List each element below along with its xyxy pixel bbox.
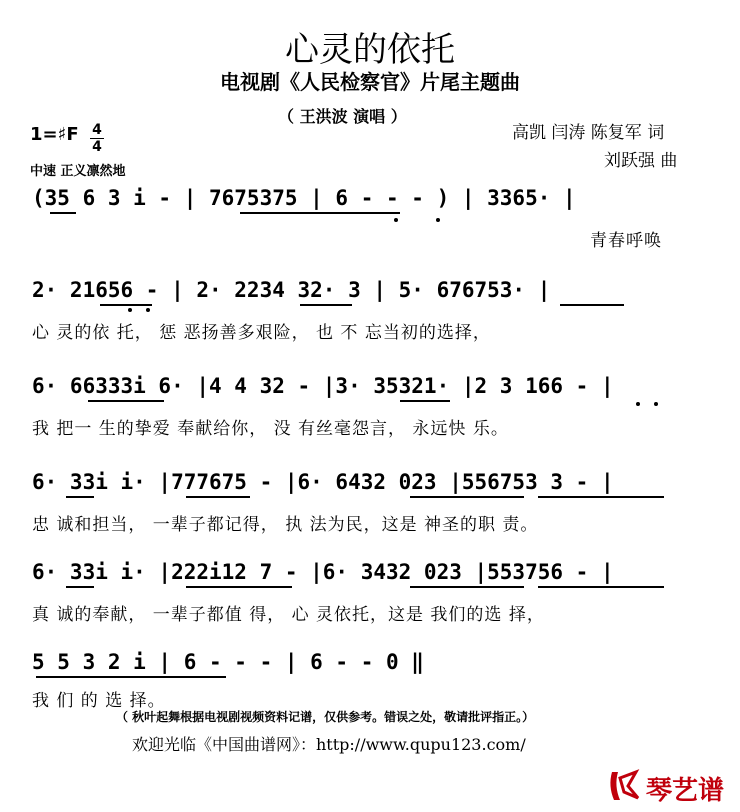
octave-dot	[394, 218, 398, 222]
lyrics-line-3: 我 把一 生的挚爱 奉献给你， 没 有丝毫怨言， 永远快 乐。	[32, 419, 509, 439]
beam-mark	[410, 496, 524, 498]
song-title: 心灵的依托	[285, 30, 455, 70]
beam-mark	[186, 586, 292, 588]
lyrics-line-1: 青春呼唤	[590, 231, 662, 251]
lyrics-line-5: 真 诚的奉献， 一辈子都值 得， 心 灵依托，这是 我们的选 择，	[32, 605, 545, 625]
lyrics-line-4: 忠 诚和担当， 一辈子都记得， 执 法为民，这是 神圣的职 责。	[32, 515, 539, 535]
notation-line-4: 6· 33i i· |777675 - |6· 6432 023 |556753 3 - |	[32, 470, 614, 494]
beam-mark	[66, 586, 94, 588]
beam-mark	[50, 212, 76, 214]
beam-mark	[88, 400, 164, 402]
octave-dot	[654, 402, 658, 406]
welcome-link-text[interactable]: 欢迎光临《中国曲谱网》：http://www.qupu123.com/	[132, 735, 526, 754]
qin-logo-icon	[606, 768, 642, 804]
transcription-note: （ 秋叶起舞根据电视剧视频资料记谱，仅供参考。错误之处，敬请批评指正。）	[116, 710, 535, 724]
notation-line-2: 2· 21656 - | 2· 2234 32· 3 | 5· 676753· |	[32, 278, 551, 302]
beam-mark	[410, 586, 524, 588]
composer-credit: 刘跃强 曲	[604, 151, 678, 171]
octave-dot	[146, 308, 150, 312]
key-signature: 1=♯F	[30, 124, 79, 145]
beam-mark	[560, 304, 624, 306]
lyrics-line-2: 心 灵的依 托， 惩 恶扬善多艰险， 也 不 忘当初的选择，	[32, 323, 491, 343]
octave-dot	[636, 402, 640, 406]
beam-mark	[300, 304, 352, 306]
logo-text: 琴艺谱	[646, 776, 725, 806]
octave-dot	[128, 308, 132, 312]
song-subtitle: 电视剧《人民检察官》片尾主题曲	[220, 70, 520, 94]
beam-mark	[66, 496, 94, 498]
lyricist-credit: 高凯 闫涛 陈复军 词	[512, 123, 665, 143]
meter-bottom: 4	[92, 139, 102, 155]
beam-mark	[538, 586, 664, 588]
beam-mark	[186, 496, 250, 498]
beam-mark	[538, 496, 664, 498]
meter-top: 4	[92, 122, 102, 138]
notation-line-1: (35 6 3 i - | 7675375 | 6 - - - ) | 3365· |	[32, 186, 576, 210]
beam-mark	[240, 212, 400, 214]
time-signature	[90, 122, 104, 155]
lyrics-line-6: 我 们 的 选 择。	[32, 691, 166, 711]
beam-mark	[100, 304, 152, 306]
notation-line-3: 6· 66333i 6· |4 4 32 - |3· 35321· |2 3 166 - |	[32, 374, 614, 398]
notation-line-6: 5 5 3 2 i | 6 - - - | 6 - - 0 ‖	[32, 650, 424, 674]
beam-mark	[400, 400, 450, 402]
notation-line-5: 6· 33i i· |222i12 7 - |6· 3432 023 |553756 - |	[32, 560, 614, 584]
beam-mark	[36, 676, 226, 678]
octave-dot	[436, 218, 440, 222]
singer-credit: （ 王洪波 演唱 ）	[278, 107, 407, 126]
tempo-marking: 中速 正义凛然地	[30, 164, 126, 179]
